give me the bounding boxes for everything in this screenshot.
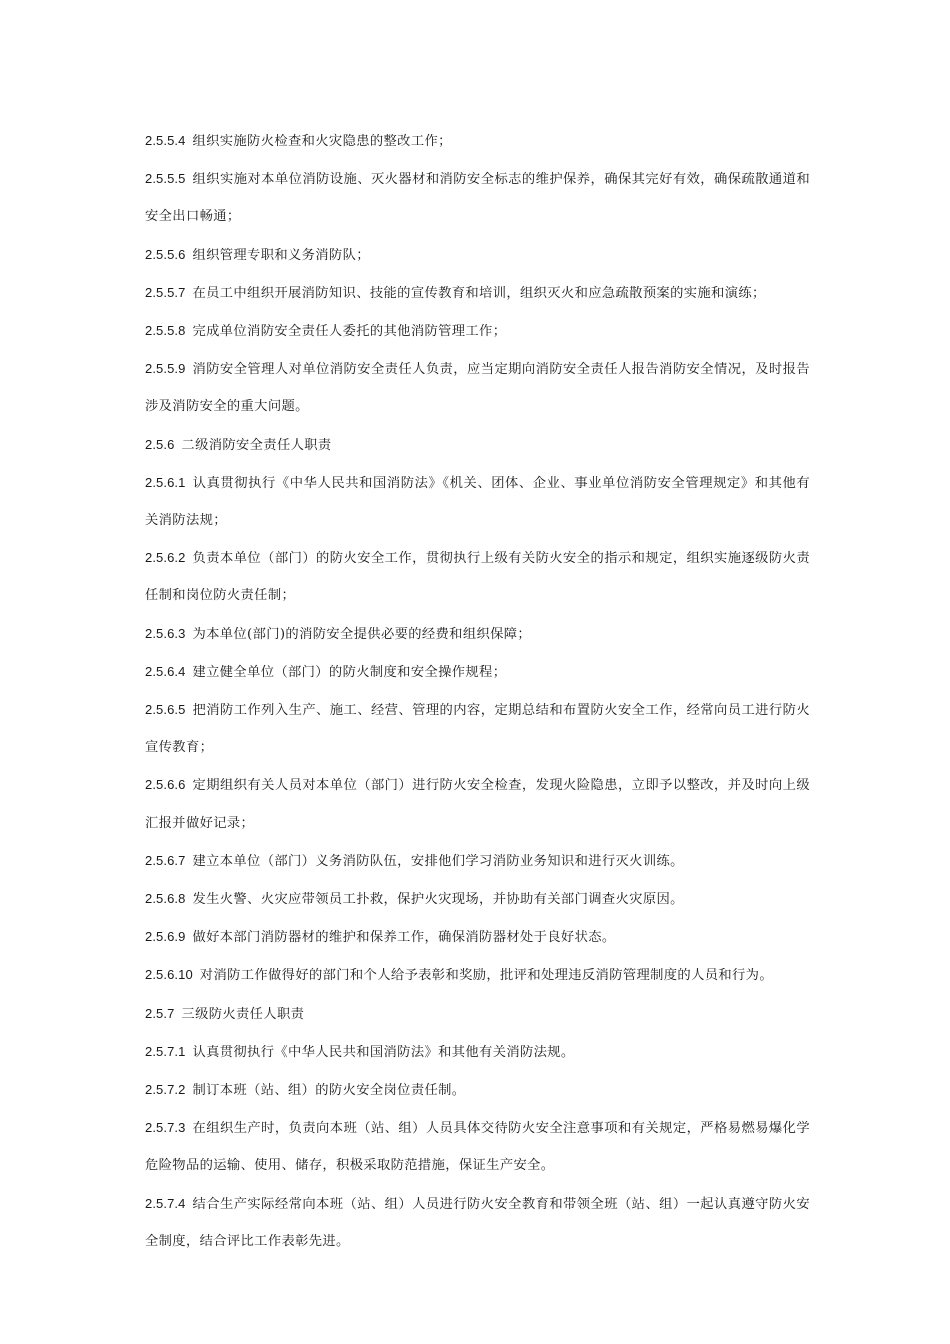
clause-text: 定期组织有关人员对本单位（部门）进行防火安全检查，发现火险隐患，立即予以整改，并及时向上级汇报并做好记录； bbox=[145, 778, 810, 831]
clause-text: 对消防工作做得好的部门和个人给予表彰和奖励，批评和处理违反消防管理制度的人员和行为。 bbox=[199, 968, 773, 984]
clause-number: 2.5.6.8 bbox=[145, 891, 186, 907]
clause-text: 发生火警、火灾应带领员工扑救，保护火灾现场，并协助有关部门调查火灾原因。 bbox=[192, 892, 684, 908]
clause-number: 2.5.7.4 bbox=[145, 1195, 186, 1211]
clause-text: 认真贯彻执行《中华人民共和国消防法》《机关、团体、企业、事业单位消防安全管理规定》和其他有关消防法规； bbox=[145, 475, 810, 529]
clause-2-5-6-3 bbox=[145, 615, 810, 653]
clause-2-5-6-10 bbox=[145, 956, 810, 994]
section-heading-2-5-6 bbox=[145, 426, 810, 464]
clause-2-5-6-6 bbox=[145, 766, 810, 841]
clause-text: 消防安全管理人对单位消防安全责任人负责，应当定期向消防安全责任人报告消防安全情况，及时报告涉及消防安全的重大问题。 bbox=[145, 362, 810, 415]
clause-number: 2.5.6.10 bbox=[145, 967, 193, 983]
clause-2-5-7-3 bbox=[145, 1109, 810, 1184]
clause-2-5-6-8 bbox=[145, 880, 810, 918]
clause-text: 在组织生产时，负责向本班（站、组）人员具体交待防火安全注意事项和有关规定，严格易燃易爆化学危险物品的运输、使用、储存，积极采取防范措施，保证生产安全。 bbox=[145, 1121, 810, 1174]
clause-2-5-5-6 bbox=[145, 236, 810, 274]
clause-2-5-5-5 bbox=[145, 160, 810, 235]
clause-number: 2.5.7.2 bbox=[145, 1082, 186, 1098]
clause-2-5-5-9 bbox=[145, 350, 810, 425]
clause-text: 把消防工作列入生产、施工、经营、管理的内容，定期总结和布置防火安全工作，经常向员工进行防火宣传教育； bbox=[145, 703, 810, 756]
clause-number: 2.5.7.3 bbox=[145, 1120, 186, 1136]
clause-text: 建立本单位（部门）义务消防队伍，安排他们学习消防业务知识和进行灭火训练。 bbox=[192, 853, 684, 869]
clause-number: 2.5.6.3 bbox=[145, 625, 186, 641]
clause-number: 2.5.5.8 bbox=[145, 323, 186, 339]
clause-number: 2.5.6.1 bbox=[145, 474, 186, 490]
section-number: 2.5.6 bbox=[145, 436, 175, 452]
section-heading-2-5-7 bbox=[145, 995, 810, 1033]
clause-text: 建立健全单位（部门）的防火制度和安全操作规程； bbox=[192, 664, 507, 680]
clause-number: 2.5.5.4 bbox=[145, 133, 186, 148]
section-title: 二级消防安全责任人职责 bbox=[181, 437, 332, 453]
clause-text: 结合生产实际经常向本班（站、组）人员进行防火安全教育和带领全班（站、组）一起认真遵守防火安全制度，结合评比工作表彰先进。 bbox=[145, 1196, 810, 1249]
clause-number: 2.5.5.9 bbox=[145, 361, 186, 377]
clause-number: 2.5.6.4 bbox=[145, 663, 186, 679]
document-body bbox=[145, 122, 810, 1260]
clause-text: 组织管理专职和义务消防队； bbox=[192, 247, 370, 263]
clause-number: 2.5.7.1 bbox=[145, 1043, 186, 1059]
clause-number: 2.5.6.9 bbox=[145, 929, 186, 945]
clause-2-5-7-1 bbox=[145, 1033, 810, 1071]
clause-number: 2.5.6.2 bbox=[145, 550, 186, 566]
clause-number: 2.5.6.5 bbox=[145, 702, 186, 718]
clause-2-5-7-4 bbox=[145, 1185, 810, 1260]
clause-text: 组织实施对本单位消防设施、灭火器材和消防安全标志的维护保养，确保其完好有效，确保疏散通道和安全出口畅通； bbox=[145, 172, 810, 225]
clause-2-5-5-8 bbox=[145, 312, 810, 350]
clause-2-5-6-1 bbox=[145, 464, 810, 539]
clause-text: 组织实施防火检查和火灾隐患的整改工作； bbox=[192, 134, 452, 149]
clause-2-5-6-4 bbox=[145, 653, 810, 691]
clause-2-5-7-2 bbox=[145, 1071, 810, 1109]
clause-2-5-6-5 bbox=[145, 691, 810, 766]
clause-2-5-5-4 bbox=[145, 122, 810, 160]
clause-text: 为本单位(部门)的消防安全提供必要的经费和组织保障； bbox=[192, 626, 532, 642]
clause-number: 2.5.6.7 bbox=[145, 852, 186, 868]
clause-number: 2.5.5.5 bbox=[145, 171, 186, 187]
section-title: 三级防火责任人职责 bbox=[181, 1006, 305, 1022]
clause-2-5-6-2 bbox=[145, 539, 810, 614]
clause-2-5-6-7 bbox=[145, 842, 810, 880]
clause-text: 做好本部门消防器材的维护和保养工作，确保消防器材处于良好状态。 bbox=[192, 930, 616, 946]
clause-number: 2.5.6.6 bbox=[145, 777, 186, 793]
section-number: 2.5.7 bbox=[145, 1005, 175, 1021]
clause-2-5-5-7 bbox=[145, 274, 810, 312]
clause-text: 认真贯彻执行《中华人民共和国消防法》和其他有关消防法规。 bbox=[192, 1044, 575, 1060]
clause-number: 2.5.5.6 bbox=[145, 246, 186, 262]
clause-text: 制订本班（站、组）的防火安全岗位责任制。 bbox=[192, 1083, 466, 1099]
clause-text: 完成单位消防安全责任人委托的其他消防管理工作； bbox=[192, 324, 507, 340]
clause-text: 负责本单位（部门）的防火安全工作，贯彻执行上级有关防火安全的指示和规定，组织实施逐级防火责任制和岗位防火责任制； bbox=[145, 551, 810, 604]
clause-number: 2.5.5.7 bbox=[145, 284, 186, 300]
clause-text: 在员工中组织开展消防知识、技能的宣传教育和培训，组织灭火和应急疏散预案的实施和演练； bbox=[192, 285, 766, 301]
clause-2-5-6-9 bbox=[145, 918, 810, 956]
